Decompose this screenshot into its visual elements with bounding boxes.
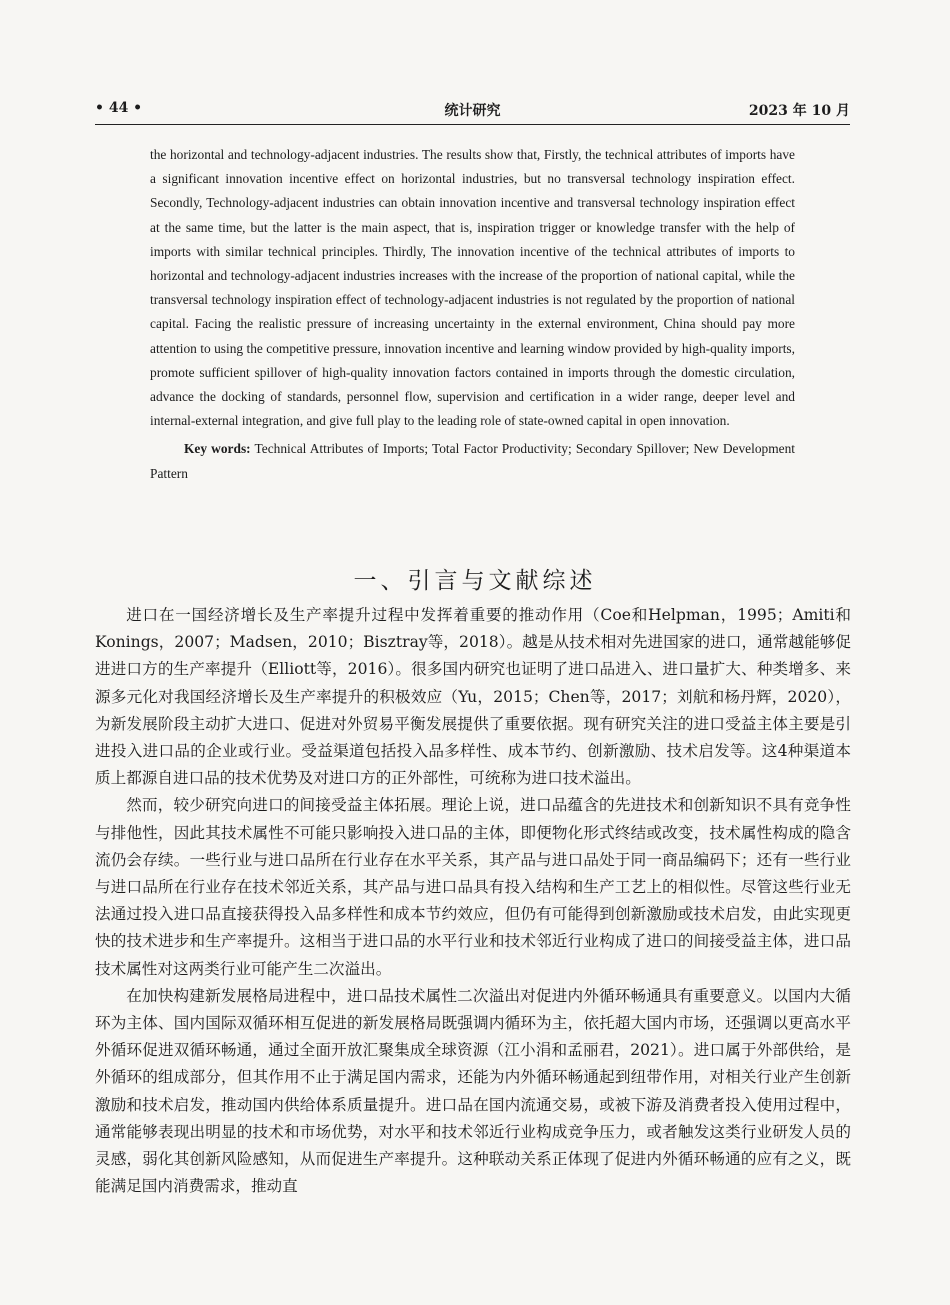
page-number: • 44 • xyxy=(95,100,143,116)
paragraph: 然而，较少研究向进口的间接受益主体拓展。理论上说，进口品蕴含的先进技术和创新知识不具有竞争性与排他性，因此其技术属性不可能只影响投入进口品的主体，即便物化形式终结或改变，技术属性构成的隐含流仍会存续。一些行业与进口品所在行业存在水平关系，其产品与进口品处于同一商品编码下；还有一些行业与进口品所在行业存在技术邻近关系，其产品与进口品具有投入结构和生产工艺上的相似性。尽管这些行业无法通过投入进口品直接获得投入品多样性和成本节约效应，但仍有可能得到创新激励或技术启发，由此实现更快的技术进步和生产率提升。这相当于进口品的水平行业和技术邻近行业构成了进口的间接受益主体，进口品技术属性对这两类行业可能产生二次溢出。 xyxy=(95,796,851,978)
paragraph: 进口在一国经济增长及生产率提升过程中发挥着重要的推动作用（Coe和Helpman，1995；Amiti和Konings，2007；Madsen，2010；Bisztray等，2018）。越是从技术相对先进国家的进口，通常越能够促进进口方的生产率提升（Elliott等，2016）。很多国内研究也证明了进口品进入、进口量扩大、种类增多、来源多元化对我国经济增长及生产率提升的积极效应（Yu，2015；Chen等，2017；刘航和杨丹辉，2020），为新发展阶段主动扩大进口、促进对外贸易平衡发展提供了重要依据。现有研究关注的进口受益主体主要是引进投入进口品的企业或行业。受益渠道包括投入品多样性、成本节约、创新激励、技术启发等。这4种渠道本质上都源自进口品的技术优势及对进口方的正外部性，可统称为进口技术溢出。 xyxy=(95,606,851,788)
body-text xyxy=(95,602,851,1200)
journal-title: 统计研究 xyxy=(444,103,501,119)
running-header xyxy=(95,96,850,125)
english-abstract xyxy=(150,143,795,486)
keywords-text: Technical Attributes of Imports; Total Factor Productivity; Secondary Spillover; New Development Pattern xyxy=(150,441,795,481)
section-heading: 一、引言与文献综述 xyxy=(353,568,597,594)
keywords xyxy=(150,437,795,485)
paragraph: 在加快构建新发展格局进程中，进口品技术属性二次溢出对促进内外循环畅通具有重要意义。以国内大循环为主体、国内国际双循环相互促进的新发展格局既强调内循环为主，依托超大国内市场，还强调以更高水平外循环促进双循环畅通，通过全面开放汇聚集成全球资源（江小涓和孟丽君，2021）。进口属于外部供给，是外循环的组成部分，但其作用不止于满足国内需求，还能为内外循环畅通起到纽带作用，对相关行业产生创新激励和技术启发，推动国内供给体系质量提升。进口品在国内流通交易，或被下游及消费者投入使用过程中，通常能够表现出明显的技术和市场优势，对水平和技术邻近行业构成竞争压力，或者触发这类行业研发人员的灵感，弱化其创新风险感知，从而促进生产率提升。这种联动关系正体现了促进内外循环畅通的应有之义，既能满足国内消费需求，推动直 xyxy=(95,986,851,1196)
issue-date: 2023 年 10 月 xyxy=(748,103,850,119)
keywords-label: Key words: xyxy=(184,441,251,457)
abstract-text: the horizontal and technology-adjacent industries. The results show that, Firstly, the technical attributes of imports have a significant innovation incentive effect on horizontal industries, but no transversal technology inspiration effect. Secondly, Technology-adjacent industries can obtain innovation incentive and transversal technology inspiration effect at the same time, but the latter is the main aspect, that is, inspiration trigger or knowledge transfer with the help of imports with similar technical principles. Thirdly, The innovation incentive of the technical attributes of imports to horizontal and technology-adjacent industries increases with the increase of the proportion of national capital, while the transversal technology inspiration effect of technology-adjacent industries is not regulated by the proportion of national capital. Facing the realistic pressure of increasing uncertainty in the external environment, China should pay more attention to using the competitive pressure, innovation incentive and learning window provided by high-quality imports, promote sufficient spillover of high-quality innovation factors contained in imports through the domestic circulation, advance the docking of standards, personnel flow, supervision and certification in a wider range, deeper level and internal-external integration, and give full play to the leading role of state-owned capital in open innovation. xyxy=(150,147,795,429)
